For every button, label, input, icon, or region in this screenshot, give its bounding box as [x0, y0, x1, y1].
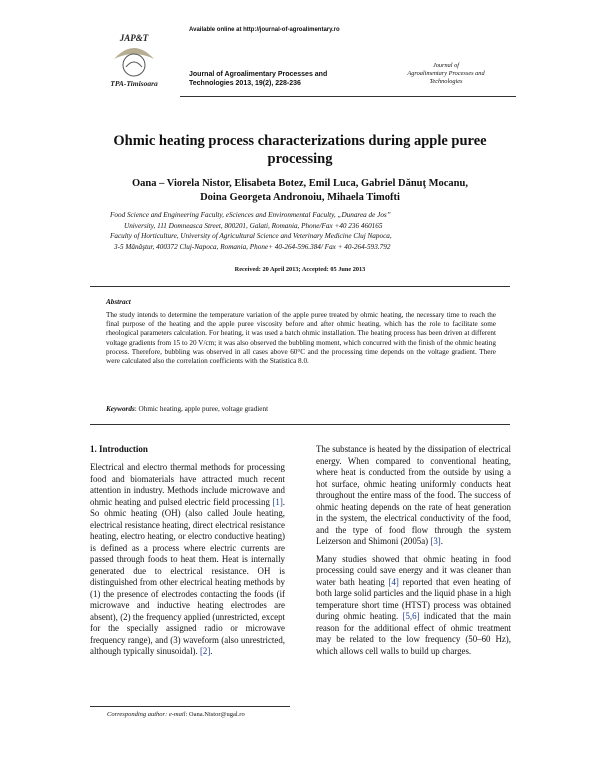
text-run: reported that even heating of both large solid particles and the liquid phase in a high temperature short time (HTST) process was obtained during ohmic heating.: [316, 576, 511, 621]
paragraph: [316, 444, 511, 548]
text-run: Electrical and electro thermal methods for processing food and biomaterials have attracted much recent attention in industry. Methods include microwave and ohmic heating and pulsed electric field processing: [90, 462, 285, 507]
author-list: [130, 177, 470, 205]
logo-bottom-text: TPA-Timisoara: [110, 79, 158, 88]
logo-graphic: [104, 29, 164, 91]
affiliation-1-line-2: University, 111 Domneasca Street, 800201, Galati, Romania, Phone/Fax +40 236 460165: [124, 221, 383, 230]
corresponding-email[interactable]: : Oana.Nistor@ugal.ro: [185, 711, 245, 718]
citation-link[interactable]: [1]: [272, 496, 283, 507]
abstract-top-rule: [90, 286, 510, 287]
corresponding-author: [107, 711, 245, 718]
logo-top-text: JAP&T: [119, 33, 149, 43]
journal-right-line-3: Technologies: [429, 78, 463, 85]
available-online-link[interactable]: Available online at http://journal-of-agroalimentary.ro: [189, 27, 340, 33]
text-run: The substance is heated by the dissipation of electrical energy. When compared to conventional heating, where heat is conducted from the outside by using a hot surface, ohmic heating uniformly conducts heat throughout the entire mass of the food. The success of ohmic heating depends on the rate of heat generation in the system, the electrical conductivity of the food, and the type of food flow through the system Leizerson and Shimoni (2005a): [316, 444, 511, 546]
abstract-heading: Abstract: [106, 298, 131, 306]
journal-right-line-1: Journal of: [432, 62, 460, 69]
affiliation-2-line-2: 3-5 Mănăştur, 400372 Cluj-Napoca, Romania, Phone+ 40-264-596.384/ Fax + 40-264-593.792: [114, 242, 391, 251]
citation-link[interactable]: [5,6]: [402, 611, 420, 621]
text-run: . So ohmic heating (OH) (also called Joule heating, electrical resistance heating, direct electrical resistance heating, electro heating, or electro conductive heating) is defined as a process where electric currents are passed through foods to heat them. Heat is internally generated due to electrical resistance. OH is distinguished from other electrical heating methods by (1) the presence of electrodes contacting the foods (if microwave and inductive heating electrodes are absent), (2) the frequency applied (unrestricted, except for the specially assigned radio or microwave frequency range), and (3) waveform (also unrestricted, although typically sinusoidal).: [90, 496, 285, 656]
journal-logo: [104, 29, 164, 91]
abstract-bottom-rule: [90, 424, 510, 425]
paragraph: [90, 462, 285, 658]
column-left: [90, 462, 285, 664]
keywords-label: Keywords: [106, 405, 135, 413]
citation-link[interactable]: [2]: [199, 646, 211, 656]
journal-title-right: [396, 62, 496, 86]
abstract-text: The study intends to determine the temperature variation of the apple puree treated by ohmic heating, the necessary time to reach the final purpose of the heating and the apple puree viscosity before and after ohmic heating, which has the role to facilitate some rheological parameters calculation. For heating, it was used a batch ohmic installation. The heating process has been driven at different voltage gradients from 15 to 20 V/cm; it was also observed the bubbling moment, which concurred with the finish of the ohmic heating process. Therefore, bubbling was observed in all cases above 60°C and the processing time depends on the voltage gradient. There were calculated also the correlation coefficients with the Statistica 8.0.: [106, 311, 496, 366]
footnote-rule: [90, 706, 290, 707]
keywords-text: : Ohmic heating, apple puree, voltage gradient: [134, 405, 269, 413]
title-line-1: Ohmic heating process characterizations during apple puree: [113, 133, 487, 149]
journal-citation: [189, 70, 389, 88]
citation-link[interactable]: [3]: [430, 536, 441, 546]
journal-right-line-2: Agroalimentary Processes and: [407, 70, 485, 77]
journal-line-2: Technologies 2013, 19(2), 228-236: [189, 80, 301, 87]
authors-line-1: Oana – Viorela Nistor, Elisabeta Botez, Emil Luca, Gabriel Dănuţ Mocanu,: [131, 178, 468, 189]
section-heading-introduction: 1. Introduction: [90, 444, 148, 454]
text-run: Many studies showed that ohmic heating in food processing could save energy and it was cleaner than water bath heating: [316, 553, 511, 587]
header-divider: [180, 96, 516, 97]
text-run: .: [440, 536, 443, 546]
authors-line-2: Doina Georgeta Andronoiu, Mihaela Timofti: [200, 192, 400, 203]
title-line-2: processing: [267, 151, 333, 167]
citation-link[interactable]: [4]: [388, 576, 399, 587]
keywords: [106, 405, 496, 413]
affiliation-1-line-1: Food Science and Engineering Faculty, eSciences and Environmental Faculty, „Dunarea de Jos”: [110, 211, 391, 219]
paragraph: [316, 554, 511, 658]
text-run: indicated that the main reason for the additional effect of ohmic treatment may be related to the low frequency (50–60 Hz), which allows cell walls to build up charges.: [316, 611, 511, 656]
text-run: .: [210, 646, 213, 656]
journal-line-1: Journal of Agroalimentary Processes and: [189, 71, 328, 78]
corresponding-label: Corresponding author: e-mail: [107, 711, 186, 718]
paper-title: [95, 132, 505, 168]
affiliations: [110, 210, 490, 252]
affiliation-2-line-1: Faculty of Horticulture, University of Agricultural Science and Veterinary Medicine Cluj Napoca,: [110, 232, 392, 240]
column-right: [316, 444, 511, 663]
received-accepted-dates: Received: 20 April 2013; Accepted: 05 June 2013: [234, 266, 366, 273]
